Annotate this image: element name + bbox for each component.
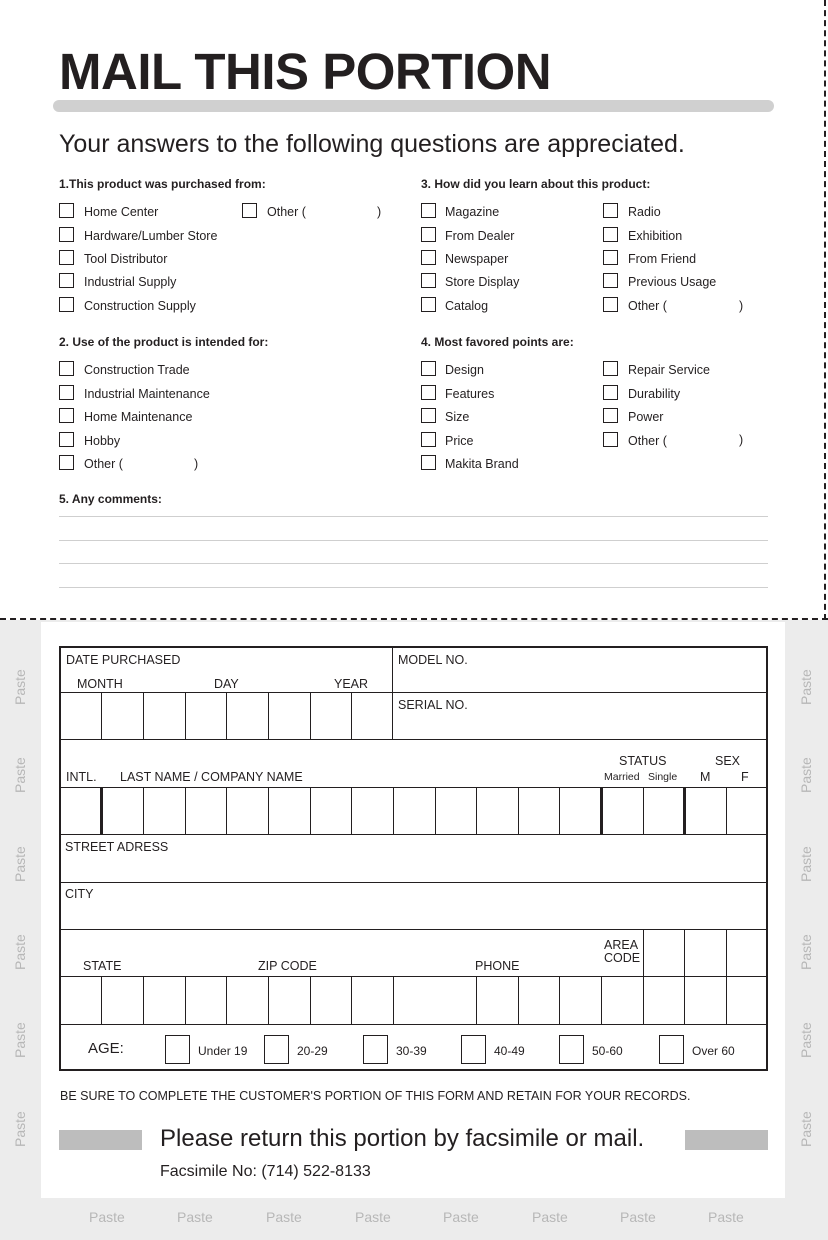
- option-q4-left-3: Price: [445, 434, 474, 448]
- option-q2-1: Industrial Maintenance: [84, 387, 210, 401]
- name-box-divider-3: [226, 787, 227, 834]
- paste-label-bottom-4: Paste: [443, 1209, 479, 1225]
- return-instruction: Please return this portion by facsimile or mail.: [160, 1125, 645, 1152]
- name-box-divider-7: [393, 787, 394, 834]
- checkbox-q2-1[interactable]: [59, 385, 74, 400]
- checkbox-q2-4[interactable]: [59, 455, 74, 470]
- checkbox-q4-left-0[interactable]: [421, 361, 436, 376]
- page-title: MAIL THIS PORTION: [59, 43, 552, 100]
- area-code-box-divider-1[interactable]: [643, 929, 644, 976]
- age-checkbox-3[interactable]: [461, 1035, 486, 1064]
- option-q2-2: Home Maintenance: [84, 410, 193, 424]
- name-box-divider-14: [683, 787, 686, 834]
- checkbox-q2-2[interactable]: [59, 408, 74, 423]
- checkbox-q4-left-4[interactable]: [421, 455, 436, 470]
- name-box-divider-2: [185, 787, 186, 834]
- age-option-label-0: Under 19: [198, 1044, 248, 1058]
- address-box-divider-13: [684, 976, 685, 1024]
- label-zip-code: ZIP CODE: [258, 959, 317, 973]
- label-male: M: [700, 770, 711, 784]
- label-city: CITY: [65, 887, 94, 901]
- checkbox-q1-3[interactable]: [59, 273, 74, 288]
- paste-label-right-2: Paste: [798, 846, 814, 882]
- box-day-start[interactable]: [185, 692, 186, 739]
- box-month-end: [143, 692, 144, 739]
- label-female: F: [741, 770, 749, 784]
- label-age: AGE:: [88, 1040, 124, 1057]
- label-street-address: STREET ADRESS: [65, 840, 169, 854]
- name-box-divider-10: [518, 787, 519, 834]
- option-q3-left-0: Magazine: [445, 205, 500, 219]
- option-q3-other-close: ): [739, 299, 744, 313]
- option-q1-0: Home Center: [84, 205, 159, 219]
- option-q3-right-3: Previous Usage: [628, 275, 717, 289]
- option-q2-other-close: ): [194, 457, 199, 471]
- name-box-divider-9: [476, 787, 477, 834]
- address-box-divider-0: [101, 976, 102, 1024]
- address-box-divider-14: [726, 976, 727, 1024]
- return-bar-right: [685, 1130, 768, 1150]
- paste-label-left-5: Paste: [12, 1111, 28, 1147]
- divider-street: [61, 834, 767, 835]
- option-q4-right-3: Other (: [628, 434, 667, 448]
- age-option-label-1: 20-29: [297, 1044, 328, 1058]
- box-year-start[interactable]: [310, 692, 311, 739]
- address-box-divider-6: [351, 976, 352, 1024]
- label-year: YEAR: [334, 677, 369, 691]
- facsimile-number: Facsimile No: (714) 522-8133: [160, 1163, 371, 1180]
- checkbox-q3-left-0[interactable]: [421, 203, 436, 218]
- label-serial-no: SERIAL NO.: [398, 698, 468, 712]
- label-area-code-line1: AREA: [604, 938, 639, 952]
- question-1-title: 1.This product was purchased from:: [59, 177, 266, 191]
- checkbox-q3-left-1[interactable]: [421, 227, 436, 242]
- address-box-divider-9: [518, 976, 519, 1024]
- label-married: Married: [604, 771, 640, 783]
- address-box-divider-4: [268, 976, 269, 1024]
- perforation-vertical: [824, 0, 826, 620]
- age-checkbox-4[interactable]: [559, 1035, 584, 1064]
- checkbox-q3-right-3[interactable]: [603, 273, 618, 288]
- address-box-divider-1: [143, 976, 144, 1024]
- address-box-divider-10: [559, 976, 560, 1024]
- age-option-label-2: 30-39: [396, 1044, 427, 1058]
- checkbox-q2-3[interactable]: [59, 432, 74, 447]
- comment-line-4[interactable]: [59, 587, 768, 588]
- paste-label-bottom-5: Paste: [532, 1209, 568, 1225]
- paste-label-bottom-1: Paste: [177, 1209, 213, 1225]
- paste-label-left-4: Paste: [12, 1022, 28, 1058]
- name-box-divider-8: [435, 787, 436, 834]
- address-box-divider-8: [476, 976, 477, 1024]
- address-box-divider-5: [310, 976, 311, 1024]
- age-option-label-4: 50-60: [592, 1044, 623, 1058]
- page-subtitle: Your answers to the following questions are appreciated.: [59, 130, 685, 158]
- divider-age-row: [61, 1024, 767, 1025]
- name-box-divider-11: [559, 787, 560, 834]
- checkbox-q3-right-4[interactable]: [603, 297, 618, 312]
- return-bar-left: [59, 1130, 142, 1150]
- address-box-divider-11: [601, 976, 602, 1024]
- option-q4-right-1: Durability: [628, 387, 681, 401]
- registration-card: [59, 646, 768, 1071]
- option-q3-left-4: Catalog: [445, 299, 489, 313]
- checkbox-q3-left-2[interactable]: [421, 250, 436, 265]
- label-intl: INTL.: [66, 770, 97, 784]
- option-q4-left-1: Features: [445, 387, 495, 401]
- option-q3-right-4: Other (: [628, 299, 667, 313]
- option-q2-0: Construction Trade: [84, 363, 190, 377]
- label-last-name: LAST NAME / COMPANY NAME: [120, 770, 303, 784]
- box-day-divider: [226, 692, 227, 739]
- paste-label-bottom-3: Paste: [355, 1209, 391, 1225]
- name-box-divider-15: [726, 787, 727, 834]
- option-q4-left-0: Design: [445, 363, 484, 377]
- paste-label-bottom-6: Paste: [620, 1209, 656, 1225]
- option-q3-left-1: From Dealer: [445, 229, 515, 243]
- label-phone: PHONE: [475, 959, 520, 973]
- name-box-divider-13: [643, 787, 644, 834]
- label-area-code-line2: CODE: [604, 951, 641, 965]
- checkbox-q3-right-0[interactable]: [603, 203, 618, 218]
- retain-records-note: BE SURE TO COMPLETE THE CUSTOMER'S PORTION OF THIS FORM AND RETAIN FOR YOUR RECORDS.: [60, 1089, 691, 1103]
- option-q4-right-0: Repair Service: [628, 363, 710, 377]
- paste-label-right-1: Paste: [798, 757, 814, 793]
- label-sex: SEX: [715, 754, 741, 768]
- name-box-divider-0: [100, 787, 103, 834]
- checkbox-q4-right-1[interactable]: [603, 385, 618, 400]
- age-option-label-3: 40-49: [494, 1044, 525, 1058]
- checkbox-q1-0[interactable]: [59, 203, 74, 218]
- option-q3-right-1: Exhibition: [628, 229, 683, 243]
- divider-name-boxes: [61, 787, 767, 788]
- age-checkbox-1[interactable]: [264, 1035, 289, 1064]
- label-date-purchased: DATE PURCHASED: [66, 653, 181, 667]
- checkbox-q4-left-3[interactable]: [421, 432, 436, 447]
- option-q4-other-close: ): [739, 433, 744, 447]
- label-single: Single: [648, 771, 678, 783]
- option-q3-left-2: Newspaper: [445, 252, 509, 266]
- checkbox-q3-left-3[interactable]: [421, 273, 436, 288]
- option-q1-1: Hardware/Lumber Store: [84, 229, 218, 243]
- label-day: DAY: [214, 677, 239, 691]
- comment-line-1[interactable]: [59, 516, 768, 517]
- box-year-divider: [351, 692, 352, 739]
- question-4-title: 4. Most favored points are:: [421, 335, 574, 349]
- option-q1-4: Construction Supply: [84, 299, 196, 313]
- checkbox-q4-left-2[interactable]: [421, 408, 436, 423]
- label-model-no: MODEL NO.: [398, 653, 468, 667]
- paste-label-bottom-7: Paste: [708, 1209, 744, 1225]
- checkbox-q1-1[interactable]: [59, 227, 74, 242]
- name-box-divider-6: [351, 787, 352, 834]
- option-q4-left-4: Makita Brand: [445, 457, 519, 471]
- option-q3-left-3: Store Display: [445, 275, 520, 289]
- checkbox-q4-right-3[interactable]: [603, 432, 618, 447]
- option-q4-left-2: Size: [445, 410, 470, 424]
- paste-label-right-3: Paste: [798, 934, 814, 970]
- checkbox-q2-0[interactable]: [59, 361, 74, 376]
- checkbox-q4-right-0[interactable]: [603, 361, 618, 376]
- paste-label-bottom-0: Paste: [89, 1209, 125, 1225]
- paste-label-right-4: Paste: [798, 1022, 814, 1058]
- age-checkbox-2[interactable]: [363, 1035, 388, 1064]
- age-checkbox-0[interactable]: [165, 1035, 190, 1064]
- checkbox-q1-4[interactable]: [59, 297, 74, 312]
- divider-state-row: [61, 929, 767, 930]
- box-day-end: [268, 692, 269, 739]
- address-box-divider-12: [643, 976, 644, 1024]
- question-2-title: 2. Use of the product is intended for:: [59, 335, 269, 349]
- checkbox-q3-right-2[interactable]: [603, 250, 618, 265]
- option-q4-right-2: Power: [628, 410, 664, 424]
- checkbox-q1-other[interactable]: [242, 203, 257, 218]
- checkbox-q1-2[interactable]: [59, 250, 74, 265]
- option-q2-4: Other (: [84, 457, 123, 471]
- name-box-divider-12: [600, 787, 603, 834]
- option-q1-other: Other (: [267, 205, 306, 219]
- title-underline-bar: [53, 100, 774, 112]
- divider-row-name: [61, 739, 767, 740]
- name-box-divider-4: [268, 787, 269, 834]
- checkbox-q4-left-1[interactable]: [421, 385, 436, 400]
- label-month: MONTH: [77, 677, 123, 691]
- checkbox-q4-right-2[interactable]: [603, 408, 618, 423]
- paste-label-left-1: Paste: [12, 757, 28, 793]
- divider-city: [61, 882, 767, 883]
- option-q3-right-0: Radio: [628, 205, 661, 219]
- divider-model-serial: [392, 692, 767, 693]
- address-box-divider-7: [393, 976, 394, 1024]
- paste-label-left-3: Paste: [12, 934, 28, 970]
- paste-label-left-0: Paste: [12, 669, 28, 705]
- divider-state-boxes: [61, 976, 767, 977]
- checkbox-q3-right-1[interactable]: [603, 227, 618, 242]
- paste-label-bottom-2: Paste: [266, 1209, 302, 1225]
- divider-date-model: [392, 648, 393, 739]
- paste-label-right-5: Paste: [798, 1111, 814, 1147]
- address-box-divider-2: [185, 976, 186, 1024]
- area-code-box-divider-3: [726, 929, 727, 976]
- address-box-divider-3: [226, 976, 227, 1024]
- checkbox-q3-left-4[interactable]: [421, 297, 436, 312]
- question-3-title: 3. How did you learn about this product:: [421, 177, 651, 191]
- name-box-divider-5: [310, 787, 311, 834]
- option-q1-3: Industrial Supply: [84, 275, 177, 289]
- comment-line-2[interactable]: [59, 540, 768, 541]
- box-month-divider[interactable]: [101, 692, 102, 739]
- area-code-box-divider-2: [684, 929, 685, 976]
- name-box-divider-1: [143, 787, 144, 834]
- paste-label-right-0: Paste: [798, 669, 814, 705]
- age-checkbox-5[interactable]: [659, 1035, 684, 1064]
- comment-line-3[interactable]: [59, 563, 768, 564]
- option-q3-right-2: From Friend: [628, 252, 697, 266]
- age-option-label-5: Over 60: [692, 1044, 735, 1058]
- option-q1-2: Tool Distributor: [84, 252, 168, 266]
- label-state: STATE: [83, 959, 122, 973]
- label-status: STATUS: [619, 754, 667, 768]
- option-q1-other-close: ): [377, 205, 382, 219]
- option-q2-3: Hobby: [84, 434, 121, 448]
- perforation-horizontal: [0, 618, 828, 620]
- question-5-title: 5. Any comments:: [59, 492, 162, 506]
- paste-label-left-2: Paste: [12, 846, 28, 882]
